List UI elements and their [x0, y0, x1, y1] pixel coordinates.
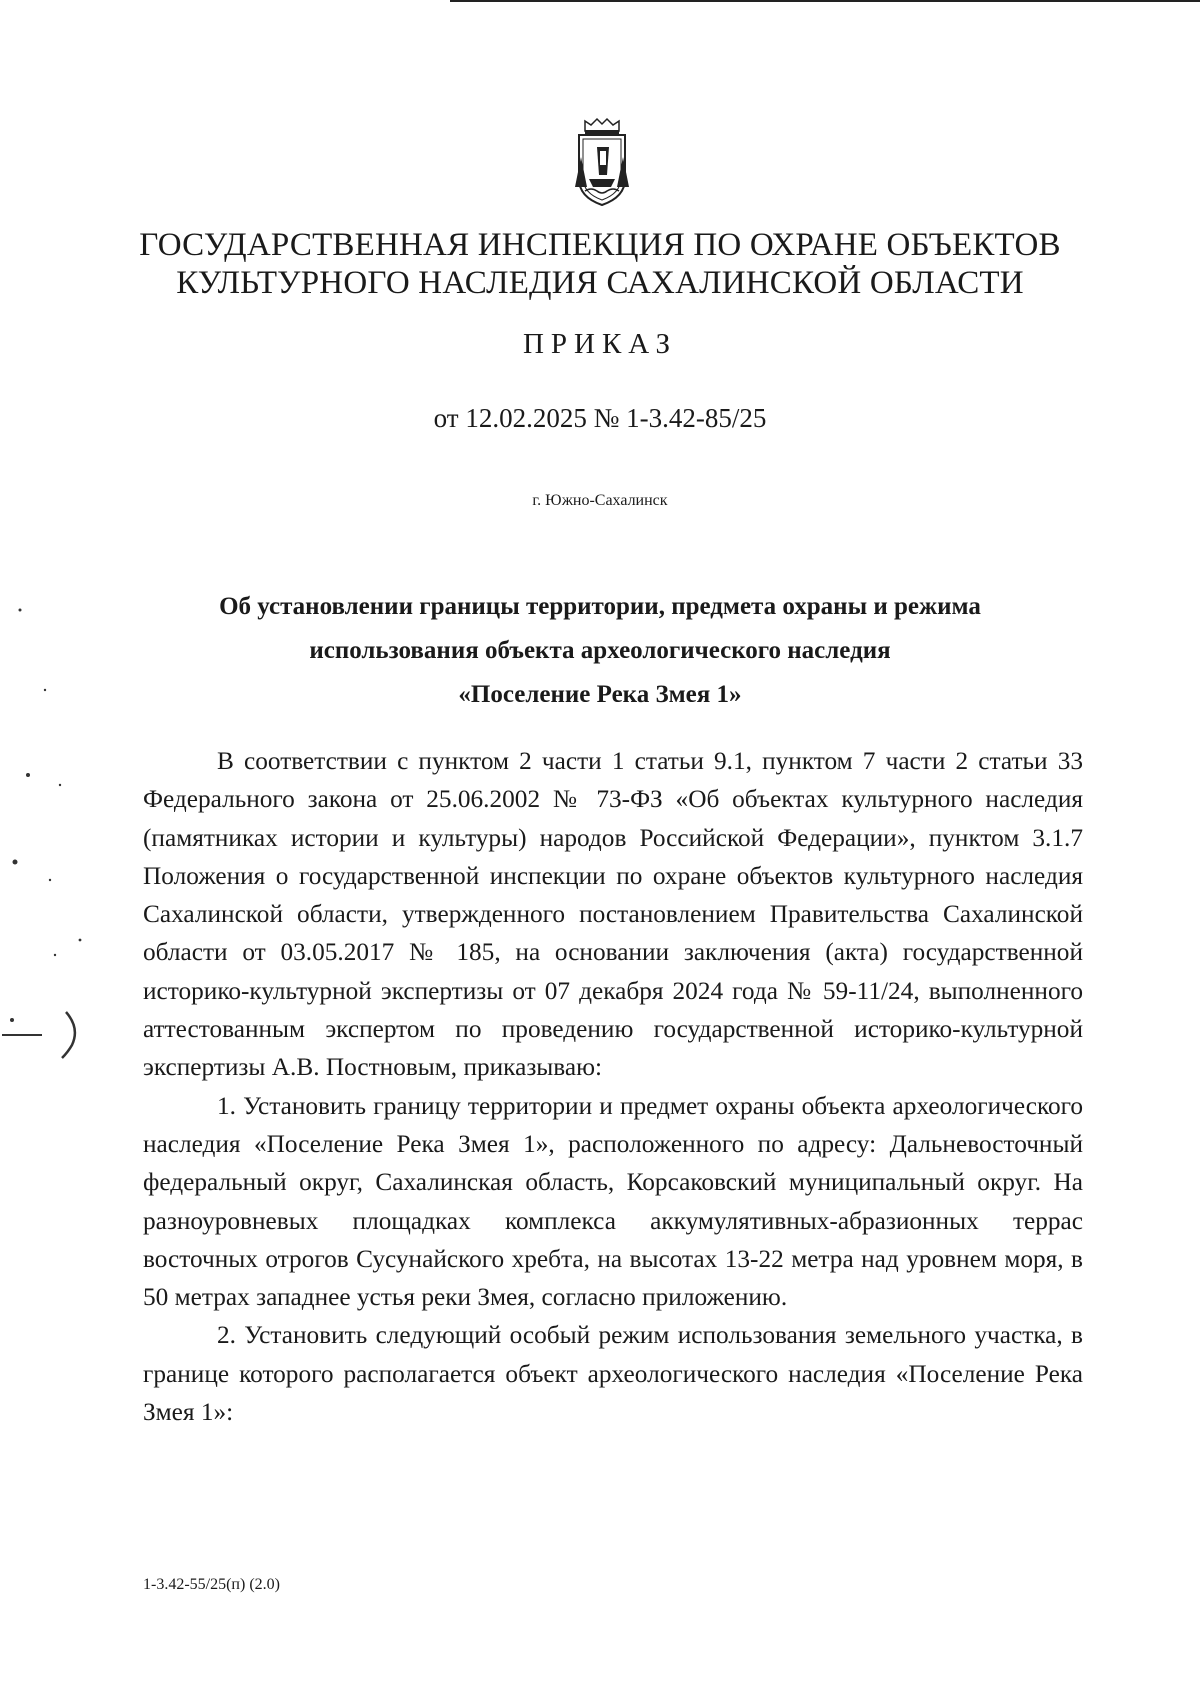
order-title: ПРИКАЗ: [522, 328, 678, 360]
agency-line-1: ГОСУДАРСТВЕННАЯ ИНСПЕКЦИЯ ПО ОХРАНЕ ОБЪЕКТОВ: [139, 227, 1061, 263]
order-number: от 12.02.2025 № 1-3.42-85/25: [433, 403, 767, 433]
agency-line-2: КУЛЬТУРНОГО НАСЛЕДИЯ САХАЛИНСКОЙ ОБЛАСТИ: [176, 265, 1024, 301]
subject-line-2: использования объекта археологического наследия: [309, 637, 891, 664]
document-code: 1-3.42-55/25(п) (2.0): [143, 1576, 280, 1593]
subject-line-1: Об установлении границы территории, предмета охраны и режима: [219, 593, 981, 620]
clause-2-paragraph: 2. Установить следующий особый режим использования земельного участка, в границе которого располагается объект археологического наследия «Поселение Река Змея 1»:: [143, 1321, 1083, 1427]
order-subject: [150, 585, 1050, 717]
preamble-paragraph: В соответствии с пунктом 2 части 1 статьи 9.1, пунктом 7 части 2 статьи 33 Федерального закона от 25.06.2002 № 73-ФЗ «Об объектах культурного наследия (памятниках истории и культуры) народов Российской Федерации», пунктом 3.1.7 Положения о государственной инспекции по охране объектов культурного наследия Сахалинской области, утвержденного постановлением Правительства Сахалинской области от 03.05.2017 № 185, на основании заключения (акта) государственной историко-культурной экспертизы от 07 декабря 2024 года № 59-11/24, выполненного аттестованным экспертом по проведению государственной историко-культурной экспертизы А.В. Постновым, приказываю:: [143, 747, 1083, 1082]
clause-1-paragraph: 1. Установить границу территории и предмет охраны объекта археологического наследия «Поселение Река Змея 1», расположенного по адресу: Дальневосточный федеральный округ, Сахалинская область, Корсаковский муниципальный округ. На разноуровневых площадках комплекса аккумулятивных-абразионных террас восточных отрогов Сусунайского хребта, на высотах 13-22 метра над уровнем моря, в 50 метрах западнее устья реки Змея, согласно приложению.: [143, 1091, 1083, 1312]
city-name: г. Южно-Сахалинск: [532, 492, 668, 509]
agency-name: [100, 226, 1100, 302]
subject-line-3: «Поселение Река Змея 1»: [458, 681, 742, 708]
coat-of-arms-icon: [571, 117, 633, 209]
order-body: [143, 742, 1083, 1431]
scan-edge-line: [450, 0, 1200, 2]
